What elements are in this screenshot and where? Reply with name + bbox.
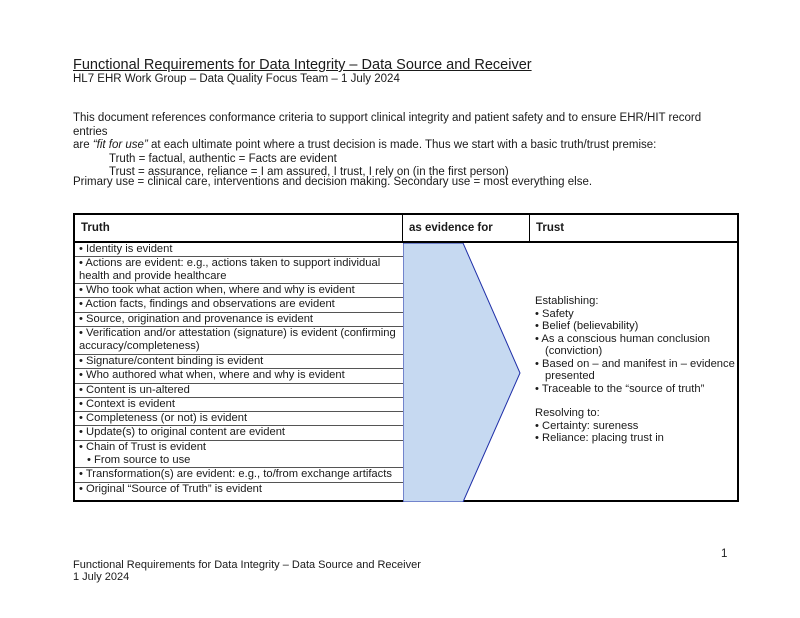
truth-item: • Content is un-altered — [75, 384, 403, 398]
truth-item: • Original “Source of Truth” is evident — [79, 483, 262, 495]
establishing-item: • Safety — [535, 307, 574, 320]
truth-item: • Source, origination and provenance is evident — [75, 313, 403, 327]
chain-of-trust-sub: • From source to use — [87, 453, 191, 466]
footer-date: 1 July 2024 — [73, 571, 130, 583]
truth-item: • Transformation(s) are evident: e.g., to/from exchange artifacts — [75, 468, 403, 483]
truth-item: • Actions are evident: e.g., actions taken to support individual health and provide healthcare — [75, 257, 403, 284]
footer-title: Functional Requirements for Data Integrity – Data Source and Receiver — [73, 559, 421, 571]
establishing-item: • Belief (believability) — [535, 320, 639, 332]
establishing-item: • As a conscious human conclusion (conviction) — [535, 332, 710, 357]
evidence-arrow-shape — [403, 243, 520, 502]
truth-item: • Update(s) to original content are evident — [75, 426, 403, 441]
establishing-label: Establishing: — [535, 295, 599, 307]
truth-item: • Verification and/or attestation (signature) is evident (confirming accuracy/completeness) — [75, 327, 403, 355]
resolving-item: • Certainty: sureness — [535, 419, 639, 432]
trust-definition: Trust = assurance, reliance = I am assured, I trust, I rely on (in the first person) — [109, 166, 509, 178]
intro-line-2-post: at each ultimate point where a trust decision is made. Thus we start with a basic truth/trust premise: — [147, 139, 657, 151]
header-truth: Truth — [75, 215, 403, 241]
intro-paragraph — [73, 112, 733, 180]
document-title: Functional Requirements for Data Integrity – Data Source and Receiver — [73, 57, 532, 73]
truth-item: • Who took what action when, where and why is evident — [75, 284, 403, 298]
header-evidence: as evidence for — [403, 215, 530, 241]
truth-item: • Identity is evident — [75, 243, 403, 257]
establishing-item: • Based on – and manifest in – evidence presented — [535, 357, 735, 382]
page-number: 1 — [721, 548, 728, 560]
primary-use-statement: Primary use = clinical care, interventions and decision making. Secondary use = most everything else. — [73, 176, 593, 188]
truth-definition: Truth = factual, authentic = Facts are evident — [109, 152, 337, 165]
truth-item: • Action facts, findings and observations are evident — [75, 298, 403, 313]
establishing-item: • Traceable to the “source of truth” — [535, 382, 705, 395]
intro-line-1: This document references conformance criteria to support clinical integrity and patient safety and to ensure EHR/HIT record entries — [73, 112, 702, 138]
resolving-item: • Reliance: placing trust in — [535, 432, 664, 444]
intro-line-2 — [73, 139, 733, 153]
truth-item: • Signature/content binding is evident — [75, 355, 403, 369]
chain-of-trust-label: • Chain of Trust is evident — [79, 441, 207, 453]
resolving-label: Resolving to: — [535, 407, 600, 419]
truth-item-chain — [75, 441, 403, 468]
fit-for-use-phrase: “fit for use” — [92, 139, 148, 151]
truth-list — [75, 243, 403, 499]
truth-item: • Context is evident — [75, 398, 403, 412]
intro-line-2-pre: are — [73, 139, 93, 151]
trust-panel — [535, 295, 735, 445]
truth-trust-table — [73, 213, 739, 502]
header-trust: Trust — [536, 222, 565, 234]
truth-item: • Completeness (or not) is evident — [75, 412, 403, 426]
document-subtitle: HL7 EHR Work Group – Data Quality Focus Team – 1 July 2024 — [73, 73, 400, 85]
truth-item: • Who authored what when, where and why is evident — [75, 369, 403, 384]
